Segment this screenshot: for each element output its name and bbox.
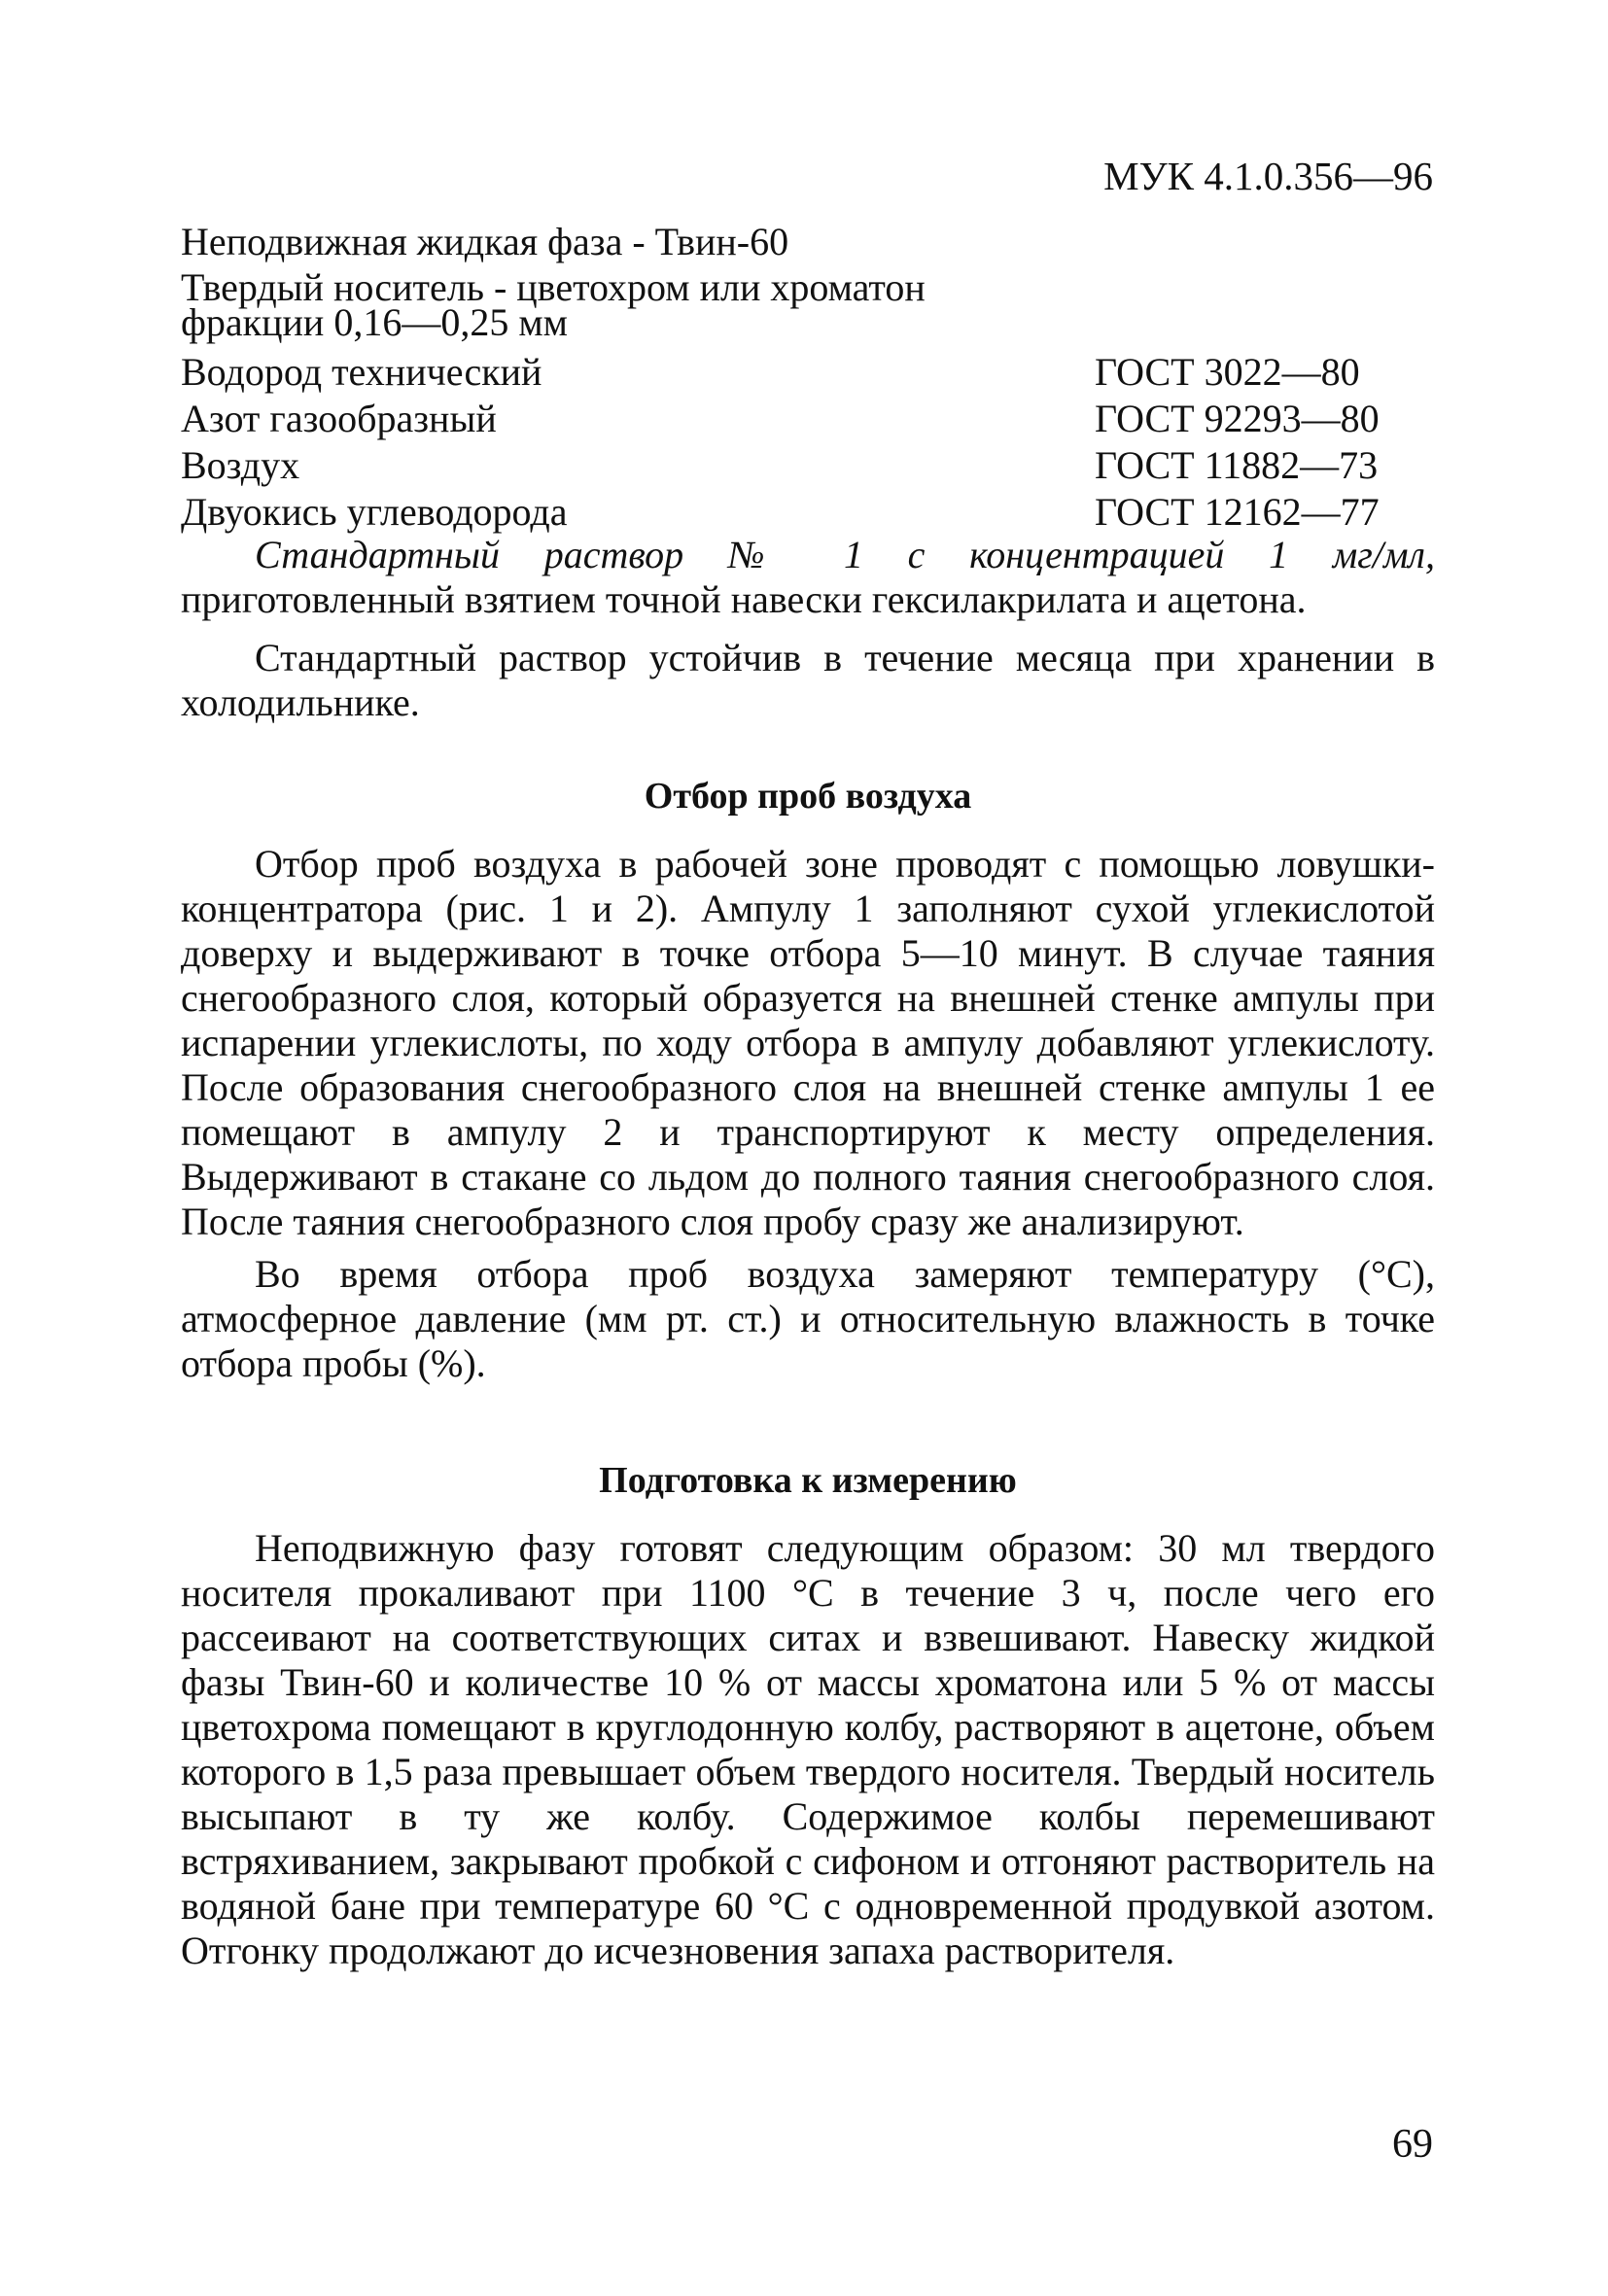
material-name: Воздух (181, 443, 300, 487)
section-heading: Отбор проб воздуха (644, 776, 972, 817)
material-row (181, 490, 1435, 537)
material-row (181, 220, 1435, 266)
section-heading: Подготовка к измерению (599, 1460, 1017, 1501)
material-standard: ГОСТ 3022—80 (1095, 350, 1360, 394)
sampling-paragraph: Отбор проб воздуха в рабочей зоне проводят с помощью ловушки-концентратора (рис. 1 и 2). Ампулу 1 заполняют сухой углекислотой доверху и выдерживают в точке отбора 5—10 минут. В случае таяния снегообразного слоя, который образуется на внешней стенке ампулы при испарении углекислоты, по ходу отбора в ампулу добавляют углекислоту. После образования снегообразного слоя на внешней стенке ампулы 1 ее помещают в ампулу 2 и транспортируют к месту определения. Выдерживают в стакане со льдом до полного таяния снегообразного слоя. После таяния снегообразного слоя пробу сразу же анализируют. (181, 842, 1435, 1243)
page-number: 69 (1392, 2122, 1433, 2167)
material-row (181, 397, 1435, 443)
material-name-continued: фракции 0,16—0,25 мм (181, 300, 568, 344)
intro-text (181, 533, 1435, 725)
material-name: Водород технический (181, 350, 542, 394)
measurement-paragraph: Во время отбора проб воздуха замеряют температуру (°С), атмосферное давление (мм рт. ст.) и относительную влажность в точке отбора пробы (%). (181, 1252, 1435, 1385)
document-code: МУК 4.1.0.356—96 (1103, 154, 1433, 198)
material-name: Двуокись углеводорода (181, 490, 568, 534)
material-standard: ГОСТ 92293—80 (1095, 397, 1380, 440)
material-name: Твердый носитель - цветохром или хроматон (181, 265, 926, 309)
material-row (181, 265, 1435, 344)
standard-solution-paragraph (181, 533, 1435, 622)
material-row (181, 443, 1435, 490)
material-standard: ГОСТ 11882—73 (1095, 443, 1379, 487)
section-preparation (181, 1458, 1435, 1973)
standard-solution-text: приготовленный взятием точной навески гексилакрилата и ацетона. (181, 577, 1307, 621)
material-row (181, 350, 1435, 397)
materials-list (181, 220, 1435, 537)
stability-paragraph: Стандартный раствор устойчив в течение месяца при хранении в холодильнике. (181, 636, 1435, 724)
section-sampling (181, 774, 1435, 1386)
material-name: Неподвижная жидкая фаза - Твин-60 (181, 220, 789, 263)
standard-solution-italic: Стандартный раствор № 1 с концентрацией 1 мг/мл, (255, 533, 1435, 576)
material-standard: ГОСТ 12162—77 (1095, 490, 1380, 534)
preparation-paragraph: Неподвижную фазу готовят следующим образом: 30 мл твердого носителя прокаливают при 1100 °С в течение 3 ч, после чего его рассеивают на соответствующих ситах и взвешивают. Навеску жидкой фазы Твин-60 и количестве 10 % от массы хроматона или 5 % от массы цветохрома помещают в круглодонную колбу, растворяют в ацетоне, объем которого в 1,5 раза превышает объем твердого носителя. Твердый носитель высыпают в ту же колбу. Содержимое колбы перемешивают встряхиванием, закрывают пробкой с сифоном и отгоняют растворитель на водяной бане при температуре 60 °С с одновременной продувкой азотом. Отгонку продолжают до исчезновения запаха растворителя. (181, 1526, 1435, 1972)
material-name: Азот газообразный (181, 397, 497, 440)
